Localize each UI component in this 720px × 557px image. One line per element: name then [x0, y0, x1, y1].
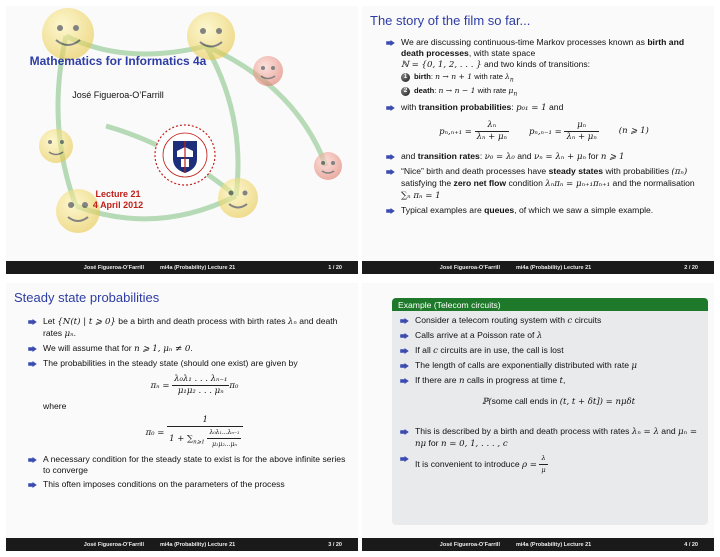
arrow-bullet-icon — [400, 378, 409, 384]
slide-3-steady-state — [6, 283, 358, 551]
arrow-bullet-icon — [400, 456, 409, 462]
call-end-probability-equation: ℙ(some call ends in (t, t + δt]) = nμδt — [481, 396, 636, 407]
arrow-bullet-icon — [400, 333, 409, 339]
footer-page: 2 / 20 — [684, 264, 698, 271]
slide-footer — [362, 261, 714, 274]
footer-page: 1 / 20 — [328, 264, 342, 271]
slide-title: The story of the film so far... — [370, 13, 531, 28]
footer-course: mi4a (Probability) Lecture 21 — [516, 541, 592, 548]
list-item: Calls arrive at a Poisson rate of λ — [400, 330, 702, 342]
arrow-bullet-icon — [28, 482, 37, 488]
list-item: It is convenient to introduce ρ = $\frac{\lambda}{\mu}$ — [400, 453, 702, 476]
arrow-bullet-icon — [400, 363, 409, 369]
where-label: where — [43, 401, 67, 411]
arrow-bullet-icon — [400, 348, 409, 354]
footer-author: José Figueroa-O’Farrill — [83, 541, 144, 548]
slide-2-story — [362, 6, 714, 274]
slide-footer — [362, 538, 714, 551]
list-item: Consider a telecom routing system with c circuits — [400, 315, 702, 327]
bullet-list — [400, 315, 702, 479]
course-title: Mathematics for Informatics 4a — [29, 54, 207, 68]
slide-1-title — [6, 6, 358, 274]
list-item: This is described by a birth and death process with rates λₙ = λ and μₙ = nμ for n = 0, 1, . . . , c — [400, 426, 702, 450]
number-badge: 1 — [401, 73, 410, 82]
arrow-bullet-icon — [386, 40, 395, 46]
list-item: If there are n calls in progress at time t, ℙ(some call ends in (t, t + δt]) = nμδt — [400, 375, 702, 408]
bullet-list — [28, 316, 346, 493]
arrow-bullet-icon — [400, 318, 409, 324]
footer-page: 3 / 20 — [328, 541, 342, 548]
slide-4-example — [362, 283, 714, 551]
footer-course: mi4a (Probability) Lecture 21 — [516, 264, 592, 271]
arrow-bullet-icon — [28, 361, 37, 367]
lecture-number: Lecture 21 — [95, 189, 141, 199]
sub-item-death: 2 death: n → n − 1 with rate $\mu_n$ — [401, 86, 702, 100]
arrow-bullet-icon — [28, 457, 37, 463]
arrow-bullet-icon — [28, 319, 37, 325]
arrow-bullet-icon — [400, 429, 409, 435]
list-item: We will assume that for n ⩾ 1, μₙ ≠ 0. — [28, 343, 346, 355]
steady-state-equation: πₙ = $\frac{\text{λ₀λ₁ . . . λₙ₋₁}}{\text{μ₁μ₂ . . . μₙ}}$ π₀ — [150, 374, 239, 396]
arrow-bullet-icon — [386, 169, 395, 175]
list-item: This often imposes conditions on the parameters of the process — [28, 479, 346, 490]
list-item: Typical examples are queues, of which we saw a simple example. — [386, 205, 702, 216]
list-item: The length of calls are exponentially distributed with rate μ — [400, 360, 702, 372]
slide-footer — [6, 261, 358, 274]
list-item: We are discussing continuous-time Markov processes known as birth and death processes, with state space ℕ = {0, 1, 2, . . . } and two kinds of transitions: 1 birth: n → n + 1 with rate $\lambda_n$ 2 death: n → n − 1 with rate $\mu_n$ — [386, 37, 702, 99]
list-item: A necessary condition for the steady state to exist is for the above infinite series to converge — [28, 454, 346, 476]
list-item: If all c circuits are in use, the call is lost — [400, 345, 702, 357]
arrow-bullet-icon — [386, 105, 395, 111]
footer-author: José Figueroa-O’Farrill — [439, 264, 500, 271]
sub-item-birth: 1 birth: n → n + 1 with rate $\lambda_n$ — [401, 72, 702, 86]
bullet-list — [386, 37, 702, 219]
number-badge: 2 — [401, 87, 410, 96]
slide-footer — [6, 538, 358, 551]
list-item: with transition probabilities: p₀₁ = 1 and — [386, 102, 702, 114]
footer-course: mi4a (Probability) Lecture 21 — [160, 541, 236, 548]
arrow-bullet-icon — [386, 154, 395, 160]
footer-author: José Figueroa-O’Farrill — [83, 264, 144, 271]
slide-title: Steady state probabilities — [14, 290, 160, 305]
footer-page: 4 / 20 — [684, 541, 698, 548]
example-block — [392, 298, 708, 525]
author-name: José Figueroa-O’Farrill — [72, 90, 164, 100]
list-item: Let {N(t) | t ⩾ 0} be a birth and death process with birth rates λₙ and death rates μₙ. — [28, 316, 346, 340]
block-title: Example (Telecom circuits) — [392, 298, 708, 311]
arrow-bullet-icon — [386, 208, 395, 214]
list-item: and transition rates: ν₀ = λ₀ and νₙ = λₙ + μₙ for n ⩾ 1 — [386, 151, 702, 163]
list-item: The probabilities in the steady state (should one exist) are given by πₙ = $\frac{\text{λ₀λ₁ . . . λₙ₋₁}}{\text{μ₁μ₂ . . . μₙ}}$ π₀ where π₀ = 1 $1 + \sum_{n⩾1}$ $\frac{\text{λ₀λ₁...λₙ₋₁}}{\text{μ₁μ₂...μₙ}}$ — [28, 358, 346, 450]
university-crest — [153, 123, 217, 187]
footer-course: mi4a (Probability) Lecture 21 — [160, 264, 236, 271]
list-item: “Nice” birth and death processes have steady states with probabilities (πₙ) satisfying the zero net flow condition λₙπₙ = μₙ₊₁πₙ₊₁ and the normalisation ∑ₙ πₙ = 1 — [386, 166, 702, 202]
arrow-bullet-icon — [28, 346, 37, 352]
lecture-date: 4 April 2012 — [92, 200, 144, 210]
normalisation-equation: π₀ = 1 $1 + \sum_{n⩾1}$ $\frac{\text{λ₀λ₁...λₙ₋₁}}{\text{μ₁μ₂...μₙ}}$ — [43, 415, 346, 450]
footer-author: José Figueroa-O’Farrill — [439, 541, 500, 548]
transition-probability-equation: pₙ,ₙ₊₁ = $\frac{\text{λₙ}}{\text{λₙ + μₙ}}$ pₙ,ₙ₋₁ = $\frac{\text{μₙ}}{\text{λₙ + μₙ}}$ (n ⩾ 1) — [439, 120, 649, 143]
